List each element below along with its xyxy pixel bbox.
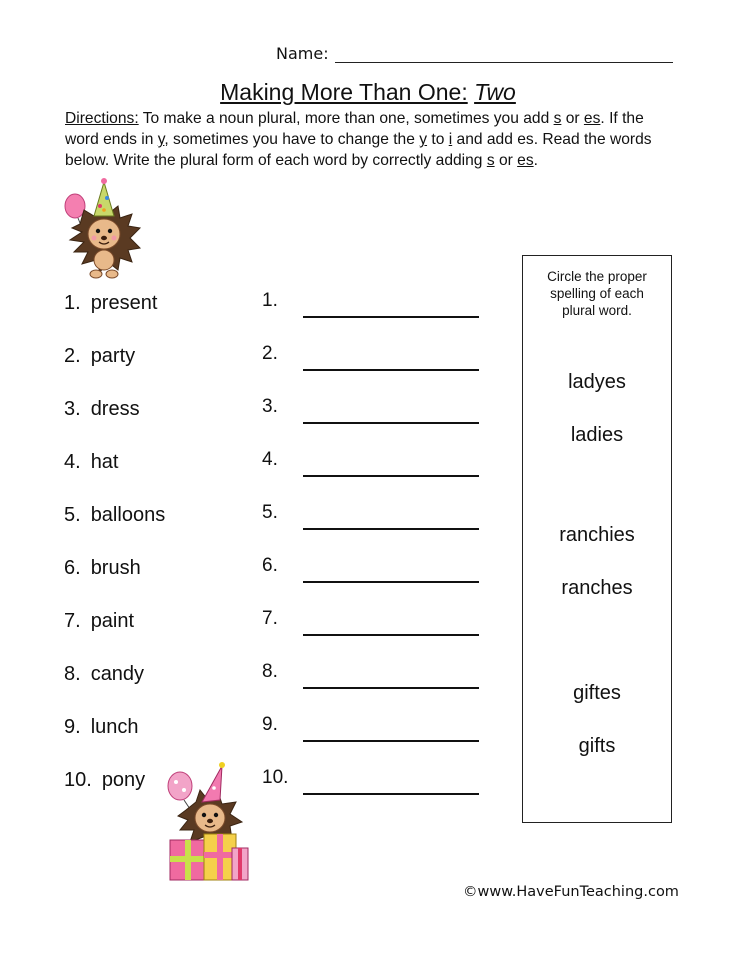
answer-blank-line[interactable] [303,316,479,318]
answer-blank-line[interactable] [303,581,479,583]
answer-blank-line[interactable] [303,475,479,477]
copyright-footer: ©www.HaveFunTeaching.com [463,884,679,900]
word-number: 4. [64,451,81,473]
answer-number: 6. [262,555,278,576]
word-item [64,345,135,368]
word-number: 1. [64,292,81,314]
word-text: present [90,292,158,314]
directions-part: . If the word ends in [65,110,644,148]
directions-part: . [533,152,538,169]
word-number: 2. [64,345,81,367]
name-blank-line[interactable] [335,48,673,63]
instruction-line: plural word. [562,303,632,318]
word-text: candy [90,663,145,685]
answer-blank-line[interactable] [303,528,479,530]
choice-word[interactable]: giftes [573,682,621,704]
answer-blank-line[interactable] [303,687,479,689]
word-text: dress [90,398,140,420]
answer-blank-line[interactable] [303,793,479,795]
word-item [64,663,144,686]
directions-underlined: i [448,131,453,148]
answer-number: 7. [262,608,278,629]
word-number: 6. [64,557,81,579]
word-item [64,504,165,527]
instruction-line: spelling of each [550,286,644,301]
answer-number: 3. [262,396,278,417]
directions-underlined: s [553,110,562,127]
directions-part: and add es. Read the words below. Write the plural form of each word by correctly adding [65,131,652,169]
choice-word[interactable]: ranches [561,577,633,599]
word-number: 3. [64,398,81,420]
directions-part: to [427,131,449,148]
word-number: 10. [64,769,92,791]
word-text: hat [90,451,119,473]
directions-label: Directions: [65,110,139,127]
answer-number: 4. [262,449,278,470]
word-text: pony [101,769,146,791]
word-item [64,769,145,792]
directions-text [65,108,675,171]
hedgehog-gifts-icon [162,760,252,882]
circle-instructions [522,268,672,319]
word-item [64,557,141,580]
word-number: 9. [64,716,81,738]
choice-word[interactable]: ranchies [559,524,635,546]
name-label: Name: [276,44,329,63]
directions-underlined: y [419,131,428,148]
word-text: balloons [90,504,166,526]
word-text: paint [90,610,135,632]
directions-underlined: y [157,131,165,148]
word-item [64,292,157,315]
word-item [64,610,134,633]
title-emphasis: Two [474,79,516,105]
word-number: 7. [64,610,81,632]
title-main: Making More Than One: [220,79,468,105]
directions-underlined: es [583,110,601,127]
answer-blank-line[interactable] [303,634,479,636]
choice-word[interactable]: gifts [578,735,616,757]
choice-word[interactable]: ladies [570,424,624,446]
directions-part: or [561,110,584,127]
page-title [0,79,736,106]
answer-number: 2. [262,343,278,364]
answer-number: 5. [262,502,278,523]
choice-word[interactable]: ladyes [568,371,626,393]
instruction-line: Circle the proper [547,269,647,284]
answer-number: 10. [262,767,289,788]
word-item [64,716,139,739]
answer-blank-line[interactable] [303,422,479,424]
directions-underlined: s [486,152,495,169]
word-item [64,398,140,421]
word-number: 5. [64,504,81,526]
answer-number: 9. [262,714,278,735]
answer-blank-line[interactable] [303,369,479,371]
directions-part: To make a noun plural, more than one, sometimes you add [138,110,554,127]
word-item [64,451,119,474]
hedgehog-party-balloon-icon [60,176,146,284]
name-field[interactable] [276,44,673,63]
word-text: lunch [90,716,139,738]
answer-blank-line[interactable] [303,740,479,742]
directions-part: or [494,152,518,169]
word-text: party [90,345,136,367]
directions-underlined: es [517,152,534,169]
directions-part: , sometimes you have to change the [164,131,420,148]
answer-number: 1. [262,290,278,311]
word-number: 8. [64,663,81,685]
answer-number: 8. [262,661,278,682]
word-text: brush [90,557,141,579]
